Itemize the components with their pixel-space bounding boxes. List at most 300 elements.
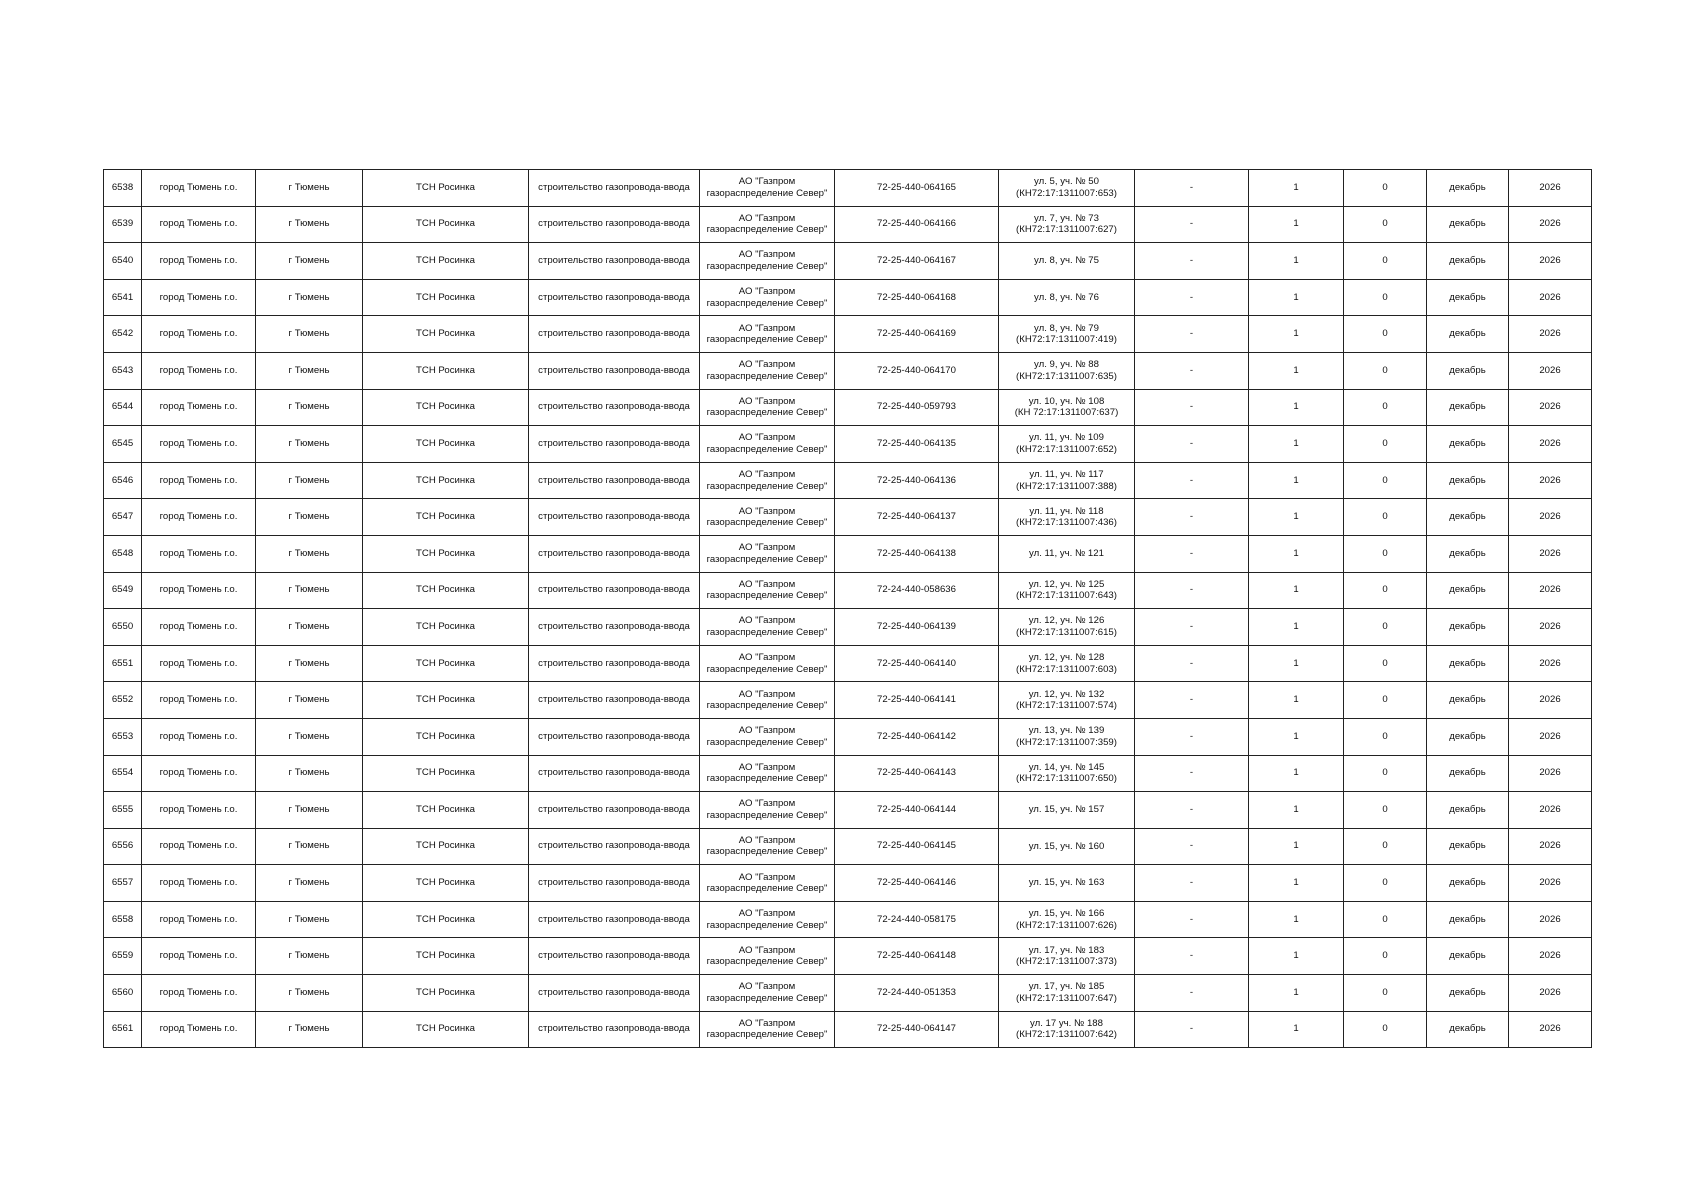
application-code-cell: 72-25-440-064135 [835,426,999,463]
partnership-cell: ТСН Росинка [363,279,529,316]
month-cell: декабрь [1427,609,1509,646]
organization-cell-line: АО "Газпром [738,249,796,261]
address-cell-line: ул. 11, уч. № 109 [1029,432,1104,444]
month-cell: декабрь [1427,938,1509,975]
dash-cell: - [1135,1011,1249,1048]
work-type-cell: строительство газопровода-ввода [529,206,700,243]
organization-cell-line: АО "Газпром [738,652,796,664]
organization-cell-line: АО "Газпром [738,834,796,846]
partnership-cell: ТСН Росинка [363,682,529,719]
zero-value-cell: 0 [1344,316,1427,353]
year-cell: 2026 [1509,792,1592,829]
address-cell-line: ул. 17, уч. № 185 [1028,981,1105,993]
dash-cell: - [1135,572,1249,609]
zero-value-cell: 0 [1344,828,1427,865]
municipality-cell: город Тюмень г.о. [142,828,256,865]
table-row [104,645,1592,682]
address-cell-line: (КН72:17:1311007:650) [1016,773,1117,785]
table-row [104,462,1592,499]
municipality-cell: город Тюмень г.о. [142,1011,256,1048]
organization-cell-line: газораспределение Север" [706,517,828,529]
partnership-cell: ТСН Росинка [363,206,529,243]
organization-cell-line: АО "Газпром [738,615,796,627]
locality-cell: г Тюмень [256,206,363,243]
organization-cell-line: АО "Газпром [738,908,796,920]
zero-value-cell: 0 [1344,718,1427,755]
row-number-cell: 6552 [104,682,142,719]
dash-cell: - [1135,170,1249,207]
municipality-cell: город Тюмень г.о. [142,243,256,280]
dash-cell: - [1135,938,1249,975]
municipality-cell: город Тюмень г.о. [142,389,256,426]
locality-cell: г Тюмень [256,1011,363,1048]
row-number-cell: 6546 [104,462,142,499]
work-type-cell: строительство газопровода-ввода [529,462,700,499]
year-cell: 2026 [1509,499,1592,536]
organization-cell-line: АО "Газпром [738,322,796,334]
address-cell-line: (КН72:17:1311007:359) [1016,736,1117,748]
quantity-cell: 1 [1249,572,1344,609]
partnership-cell: ТСН Росинка [363,975,529,1012]
table-row [104,901,1592,938]
organization-cell-line: газораспределение Север" [706,1029,828,1041]
table-row [104,499,1592,536]
row-number-cell: 6539 [104,206,142,243]
organization-cell [700,170,835,207]
application-code-cell: 72-25-440-064138 [835,535,999,572]
organization-cell [700,609,835,646]
organization-cell [700,865,835,902]
partnership-cell: ТСН Росинка [363,316,529,353]
zero-value-cell: 0 [1344,206,1427,243]
quantity-cell: 1 [1249,206,1344,243]
quantity-cell: 1 [1249,792,1344,829]
month-cell: декабрь [1427,535,1509,572]
municipality-cell: город Тюмень г.о. [142,535,256,572]
zero-value-cell: 0 [1344,426,1427,463]
quantity-cell: 1 [1249,645,1344,682]
address-cell-line: ул. 11, уч. № 118 [1029,505,1104,517]
row-number-cell: 6556 [104,828,142,865]
table-row [104,572,1592,609]
quantity-cell: 1 [1249,499,1344,536]
locality-cell: г Тюмень [256,718,363,755]
address-cell-line: (КН72:17:1311007:647) [1016,992,1117,1004]
work-type-cell: строительство газопровода-ввода [529,499,700,536]
year-cell: 2026 [1509,279,1592,316]
organization-cell [700,572,835,609]
zero-value-cell: 0 [1344,901,1427,938]
dash-cell: - [1135,426,1249,463]
organization-cell [700,316,835,353]
organization-cell-line: АО "Газпром [738,505,796,517]
application-code-cell: 72-25-440-064147 [835,1011,999,1048]
partnership-cell: ТСН Росинка [363,792,529,829]
zero-value-cell: 0 [1344,938,1427,975]
table-row [104,609,1592,646]
work-type-cell: строительство газопровода-ввода [529,901,700,938]
organization-cell-line: газораспределение Север" [706,334,828,346]
zero-value-cell: 0 [1344,755,1427,792]
row-number-cell: 6540 [104,243,142,280]
municipality-cell: город Тюмень г.о. [142,206,256,243]
table-row [104,170,1592,207]
address-cell-line: ул. 8, уч. № 76 [1034,291,1099,303]
address-cell [999,316,1135,353]
row-number-cell: 6548 [104,535,142,572]
address-cell-line: ул. 15, уч. № 160 [1028,840,1105,852]
work-type-cell: строительство газопровода-ввода [529,426,700,463]
organization-cell-line: АО "Газпром [738,981,796,993]
organization-cell-line: АО "Газпром [738,286,796,298]
zero-value-cell: 0 [1344,243,1427,280]
table-body [104,170,1592,1048]
dash-cell: - [1135,243,1249,280]
organization-cell-line: АО "Газпром [738,944,796,956]
organization-cell-line: газораспределение Север" [706,553,828,565]
application-code-cell: 72-25-440-064146 [835,865,999,902]
work-type-cell: строительство газопровода-ввода [529,792,700,829]
partnership-cell: ТСН Росинка [363,901,529,938]
zero-value-cell: 0 [1344,572,1427,609]
address-cell [999,426,1135,463]
year-cell: 2026 [1509,682,1592,719]
month-cell: декабрь [1427,792,1509,829]
work-type-cell: строительство газопровода-ввода [529,682,700,719]
address-cell-line: (КН 72:17:1311007:637) [1014,407,1119,419]
work-type-cell: строительство газопровода-ввода [529,572,700,609]
work-type-cell: строительство газопровода-ввода [529,243,700,280]
application-code-cell: 72-25-440-064169 [835,316,999,353]
address-cell-line: ул. 17, уч. № 183 [1028,944,1105,956]
address-cell-line: ул. 9, уч. № 88 [1034,359,1099,371]
address-cell [999,572,1135,609]
partnership-cell: ТСН Росинка [363,572,529,609]
municipality-cell: город Тюмень г.о. [142,682,256,719]
application-code-cell: 72-25-440-064166 [835,206,999,243]
quantity-cell: 1 [1249,901,1344,938]
address-cell [999,535,1135,572]
year-cell: 2026 [1509,1011,1592,1048]
work-type-cell: строительство газопровода-ввода [529,718,700,755]
dash-cell: - [1135,865,1249,902]
organization-cell-line: АО "Газпром [738,578,796,590]
address-cell-line: ул. 11, уч. № 121 [1029,547,1104,559]
organization-cell [700,499,835,536]
application-code-cell: 72-25-440-064142 [835,718,999,755]
row-number-cell: 6557 [104,865,142,902]
year-cell: 2026 [1509,718,1592,755]
address-cell [999,938,1135,975]
month-cell: декабрь [1427,572,1509,609]
municipality-cell: город Тюмень г.о. [142,499,256,536]
quantity-cell: 1 [1249,609,1344,646]
address-cell-line: ул. 15, уч. № 163 [1028,877,1105,889]
address-cell-line: (КН72:17:1311007:419) [1016,334,1117,346]
application-code-cell: 72-25-440-064140 [835,645,999,682]
table-row [104,352,1592,389]
work-type-cell: строительство газопровода-ввода [529,938,700,975]
application-code-cell: 72-25-440-064139 [835,609,999,646]
work-type-cell: строительство газопровода-ввода [529,865,700,902]
address-cell-line: ул. 15, уч. № 157 [1028,804,1105,816]
row-number-cell: 6553 [104,718,142,755]
address-cell [999,462,1135,499]
partnership-cell: ТСН Росинка [363,865,529,902]
municipality-cell: город Тюмень г.о. [142,609,256,646]
application-code-cell: 72-25-440-064167 [835,243,999,280]
application-code-cell: 72-25-440-064148 [835,938,999,975]
locality-cell: г Тюмень [256,901,363,938]
application-code-cell: 72-25-440-064168 [835,279,999,316]
zero-value-cell: 0 [1344,645,1427,682]
address-cell [999,792,1135,829]
organization-cell-line: газораспределение Север" [706,370,828,382]
address-cell [999,865,1135,902]
municipality-cell: город Тюмень г.о. [142,975,256,1012]
quantity-cell: 1 [1249,755,1344,792]
quantity-cell: 1 [1249,718,1344,755]
year-cell: 2026 [1509,609,1592,646]
table-row [104,975,1592,1012]
row-number-cell: 6550 [104,609,142,646]
municipality-cell: город Тюмень г.о. [142,279,256,316]
organization-cell-line: АО "Газпром [738,395,796,407]
partnership-cell: ТСН Росинка [363,389,529,426]
address-cell-line: ул. 11, уч. № 117 [1029,469,1104,481]
month-cell: декабрь [1427,243,1509,280]
municipality-cell: город Тюмень г.о. [142,938,256,975]
quantity-cell: 1 [1249,975,1344,1012]
month-cell: декабрь [1427,279,1509,316]
row-number-cell: 6558 [104,901,142,938]
dash-cell: - [1135,828,1249,865]
address-cell [999,901,1135,938]
month-cell: декабрь [1427,828,1509,865]
organization-cell [700,682,835,719]
quantity-cell: 1 [1249,352,1344,389]
address-cell-line: ул. 8, уч. № 75 [1034,255,1099,267]
address-cell [999,389,1135,426]
table-row [104,316,1592,353]
work-type-cell: строительство газопровода-ввода [529,535,700,572]
partnership-cell: ТСН Росинка [363,1011,529,1048]
municipality-cell: город Тюмень г.о. [142,901,256,938]
address-cell-line: (КН72:17:1311007:627) [1016,224,1117,236]
application-code-cell: 72-25-440-064165 [835,170,999,207]
organization-cell-line: газораспределение Север" [706,187,828,199]
address-cell [999,718,1135,755]
work-type-cell: строительство газопровода-ввода [529,828,700,865]
locality-cell: г Тюмень [256,755,363,792]
application-code-cell: 72-24-440-058175 [835,901,999,938]
application-code-cell: 72-25-440-059793 [835,389,999,426]
year-cell: 2026 [1509,535,1592,572]
partnership-cell: ТСН Росинка [363,609,529,646]
month-cell: декабрь [1427,462,1509,499]
municipality-cell: город Тюмень г.о. [142,170,256,207]
year-cell: 2026 [1509,572,1592,609]
quantity-cell: 1 [1249,316,1344,353]
organization-cell-line: газораспределение Север" [706,590,828,602]
organization-cell-line: АО "Газпром [738,212,796,224]
table-row [104,828,1592,865]
partnership-cell: ТСН Росинка [363,462,529,499]
partnership-cell: ТСН Росинка [363,938,529,975]
dash-cell: - [1135,462,1249,499]
month-cell: декабрь [1427,645,1509,682]
year-cell: 2026 [1509,426,1592,463]
partnership-cell: ТСН Росинка [363,426,529,463]
organization-cell [700,828,835,865]
table-row [104,865,1592,902]
quantity-cell: 1 [1249,426,1344,463]
table-row [104,243,1592,280]
locality-cell: г Тюмень [256,609,363,646]
organization-cell [700,206,835,243]
organization-cell [700,975,835,1012]
work-type-cell: строительство газопровода-ввода [529,170,700,207]
locality-cell: г Тюмень [256,279,363,316]
table-row [104,389,1592,426]
dash-cell: - [1135,682,1249,719]
quantity-cell: 1 [1249,170,1344,207]
locality-cell: г Тюмень [256,243,363,280]
organization-cell [700,426,835,463]
partnership-cell: ТСН Росинка [363,535,529,572]
year-cell: 2026 [1509,865,1592,902]
row-number-cell: 6544 [104,389,142,426]
address-cell-line: (КН72:17:1311007:626) [1016,919,1117,931]
organization-cell-line: АО "Газпром [738,761,796,773]
year-cell: 2026 [1509,352,1592,389]
organization-cell-line: газораспределение Север" [706,663,828,675]
locality-cell: г Тюмень [256,975,363,1012]
partnership-cell: ТСН Росинка [363,243,529,280]
address-cell [999,609,1135,646]
municipality-cell: город Тюмень г.о. [142,426,256,463]
organization-cell-line: газораспределение Север" [706,992,828,1004]
zero-value-cell: 0 [1344,352,1427,389]
address-cell-line: (КН72:17:1311007:643) [1016,590,1117,602]
address-cell-line: ул. 15, уч. № 166 [1028,908,1105,920]
work-type-cell: строительство газопровода-ввода [529,389,700,426]
month-cell: декабрь [1427,170,1509,207]
dash-cell: - [1135,206,1249,243]
application-code-cell: 72-25-440-064144 [835,792,999,829]
year-cell: 2026 [1509,828,1592,865]
work-type-cell: строительство газопровода-ввода [529,1011,700,1048]
month-cell: декабрь [1427,352,1509,389]
quantity-cell: 1 [1249,243,1344,280]
organization-cell-line: газораспределение Север" [706,919,828,931]
year-cell: 2026 [1509,170,1592,207]
locality-cell: г Тюмень [256,682,363,719]
organization-cell [700,1011,835,1048]
locality-cell: г Тюмень [256,426,363,463]
address-cell-line: (КН72:17:1311007:603) [1016,663,1117,675]
organization-cell-line: газораспределение Север" [706,443,828,455]
row-number-cell: 6545 [104,426,142,463]
row-number-cell: 6549 [104,572,142,609]
work-type-cell: строительство газопровода-ввода [529,645,700,682]
locality-cell: г Тюмень [256,535,363,572]
municipality-cell: город Тюмень г.о. [142,718,256,755]
address-cell [999,975,1135,1012]
organization-cell-line: газораспределение Север" [706,700,828,712]
zero-value-cell: 0 [1344,535,1427,572]
address-cell-line: (КН72:17:1311007:652) [1016,443,1117,455]
organization-cell-line: газораспределение Север" [706,773,828,785]
municipality-cell: город Тюмень г.о. [142,792,256,829]
work-type-cell: строительство газопровода-ввода [529,279,700,316]
work-type-cell: строительство газопровода-ввода [529,609,700,646]
dash-cell: - [1135,535,1249,572]
organization-cell-line: АО "Газпром [738,542,796,554]
locality-cell: г Тюмень [256,462,363,499]
year-cell: 2026 [1509,938,1592,975]
address-cell-line: (КН72:17:1311007:388) [1016,480,1117,492]
address-cell [999,243,1135,280]
row-number-cell: 6543 [104,352,142,389]
locality-cell: г Тюмень [256,865,363,902]
organization-cell [700,352,835,389]
organization-cell-line: газораспределение Север" [706,883,828,895]
row-number-cell: 6554 [104,755,142,792]
zero-value-cell: 0 [1344,462,1427,499]
locality-cell: г Тюмень [256,792,363,829]
address-cell [999,279,1135,316]
dash-cell: - [1135,792,1249,829]
year-cell: 2026 [1509,316,1592,353]
organization-cell-line: АО "Газпром [738,176,796,188]
address-cell [999,170,1135,207]
address-cell-line: ул. 8, уч. № 79 [1034,322,1099,334]
partnership-cell: ТСН Росинка [363,499,529,536]
organization-cell-line: АО "Газпром [738,725,796,737]
organization-cell-line: газораспределение Север" [706,224,828,236]
table-row [104,1011,1592,1048]
application-code-cell: 72-25-440-064137 [835,499,999,536]
organization-cell [700,243,835,280]
quantity-cell: 1 [1249,682,1344,719]
address-cell [999,206,1135,243]
address-cell [999,682,1135,719]
locality-cell: г Тюмень [256,828,363,865]
address-cell-line: ул. 14, уч. № 145 [1028,761,1105,773]
zero-value-cell: 0 [1344,975,1427,1012]
address-cell-line: ул. 17 уч. № 188 [1030,1017,1103,1029]
address-cell [999,828,1135,865]
address-cell-line: ул. 12, уч. № 128 [1028,652,1105,664]
locality-cell: г Тюмень [256,572,363,609]
table-row [104,755,1592,792]
organization-cell-line: газораспределение Север" [706,480,828,492]
organization-cell-line: АО "Газпром [738,359,796,371]
address-cell [999,755,1135,792]
partnership-cell: ТСН Росинка [363,645,529,682]
work-type-cell: строительство газопровода-ввода [529,352,700,389]
organization-cell-line: газораспределение Север" [706,407,828,419]
month-cell: декабрь [1427,389,1509,426]
application-code-cell: 72-25-440-064145 [835,828,999,865]
address-cell-line: ул. 12, уч. № 126 [1028,615,1105,627]
address-cell-line: (КН72:17:1311007:642) [1016,1029,1117,1041]
partnership-cell: ТСН Росинка [363,352,529,389]
gas-connection-table [103,169,1592,1048]
zero-value-cell: 0 [1344,682,1427,719]
address-cell-line: (КН72:17:1311007:373) [1016,956,1117,968]
